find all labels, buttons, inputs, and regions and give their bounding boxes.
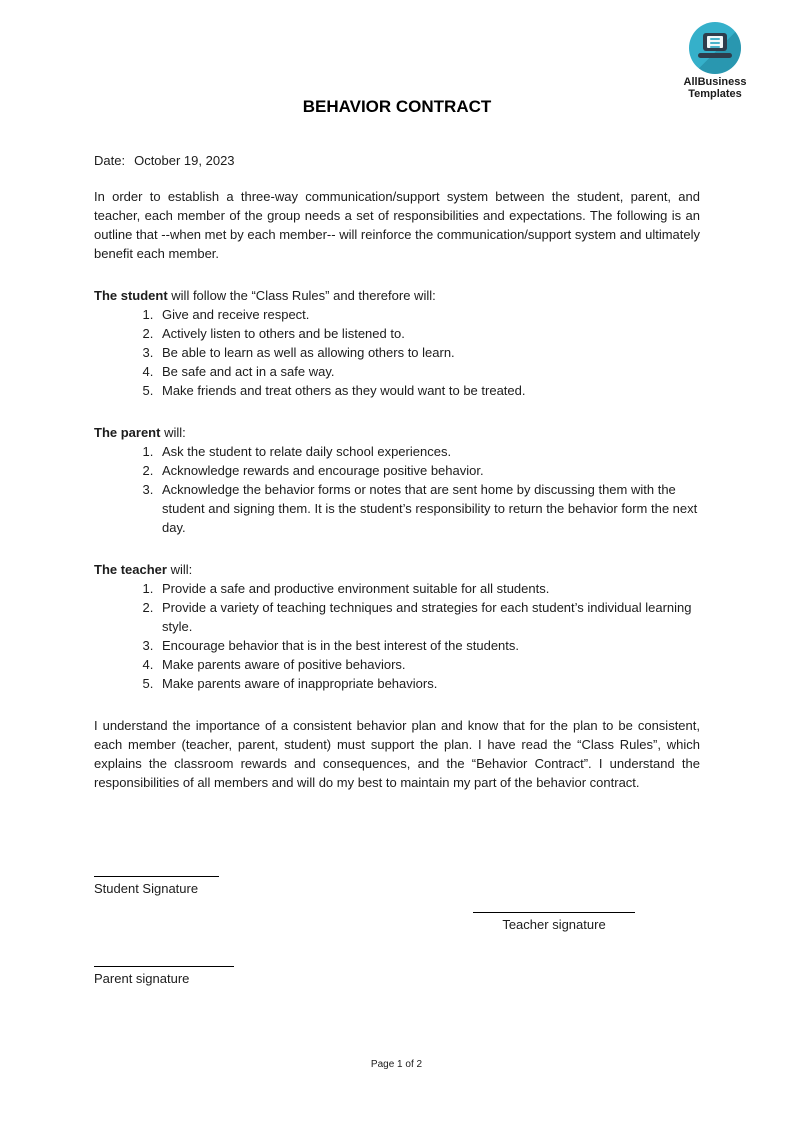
student-section-bold: The student [94,288,168,303]
teacher-section-bold: The teacher [94,562,167,577]
laptop-base [698,53,732,58]
student-section-heading [94,286,700,305]
parent-rules-list [94,442,700,537]
parent-section-heading [94,423,700,442]
screen-line [710,46,720,48]
list-item: 1. Give and receive respect. [157,305,700,324]
teacher-rules-list [94,579,700,693]
screen-line [710,42,720,44]
laptop-screen [707,36,723,48]
teacher-section-heading [94,560,700,579]
list-item: 3. Encourage behavior that is in the best interest of the students. [157,636,700,655]
list-item: 2. Acknowledge rewards and encourage positive behavior. [157,461,700,480]
list-item: 2. Provide a variety of teaching techniques and strategies for each student’s individual learning style. [157,598,700,636]
intro-paragraph: In order to establish a three-way communication/support system between the student, parent, and teacher, each member of the group needs a set of responsibilities and expectations. The following is an outline that --when met by each member-- will reinforce the communication/support system and ultimately benefit each member. [94,189,700,261]
allbusiness-logo [675,22,755,100]
list-item: 3. Acknowledge the behavior forms or notes that are sent home by discussing them with the student and signing them. It is the student’s responsibility to return the behavior form the next day. [157,480,700,537]
parent-signature-label: Parent signature [94,971,190,986]
student-signature-label: Student Signature [94,881,199,896]
logo-text-line2: Templates [688,88,742,100]
screen-line [710,38,720,40]
list-item: 2. Actively listen to others and be listened to. [157,324,700,343]
student-signature-block [94,876,219,898]
list-item: 4. Make parents aware of positive behaviors. [157,655,700,674]
logo-text-line1: AllBusiness [683,76,747,88]
list-item: 4. Be safe and act in a safe way. [157,362,700,381]
parent-section-bold: The parent [94,425,161,440]
closing-paragraph: I understand the importance of a consistent behavior plan and know that for the plan to be consistent, each member (teacher, parent, student) must support the plan. I have read the “Class Rules”, which explains the classroom rewards and consequences, and the “Behavior Contract”. I understand the responsibilities of all members and will do my best to maintain my part of the behavior contract. [94,718,700,790]
list-item: 1. Ask the student to relate daily school experiences. [157,442,700,461]
student-rules-list [94,305,700,400]
list-item: 5. Make parents aware of inappropriate behaviors. [157,674,700,693]
laptop-icon [703,33,727,51]
list-item: 3. Be able to learn as well as allowing others to learn. [157,343,700,362]
teacher-signature-label: Teacher signature [502,917,606,932]
date-value: October 19, 2023 [134,153,235,168]
document-title: BEHAVIOR CONTRACT [302,97,492,116]
date-label: Date: [94,153,126,168]
list-item: 1. Provide a safe and productive environment suitable for all students. [157,579,700,598]
page-number-footer: Page 1 of 2 [370,1059,423,1070]
teacher-section-rest: will: [166,562,193,577]
parent-signature-block [94,966,234,988]
date-line [94,151,700,170]
list-item: 5. Make friends and treat others as they would want to be treated. [157,381,700,400]
parent-section-rest: will: [160,425,186,440]
student-section-rest: will follow the “Class Rules” and therefore will: [167,288,436,303]
teacher-signature-block [473,912,635,934]
logo-circle [689,22,741,74]
